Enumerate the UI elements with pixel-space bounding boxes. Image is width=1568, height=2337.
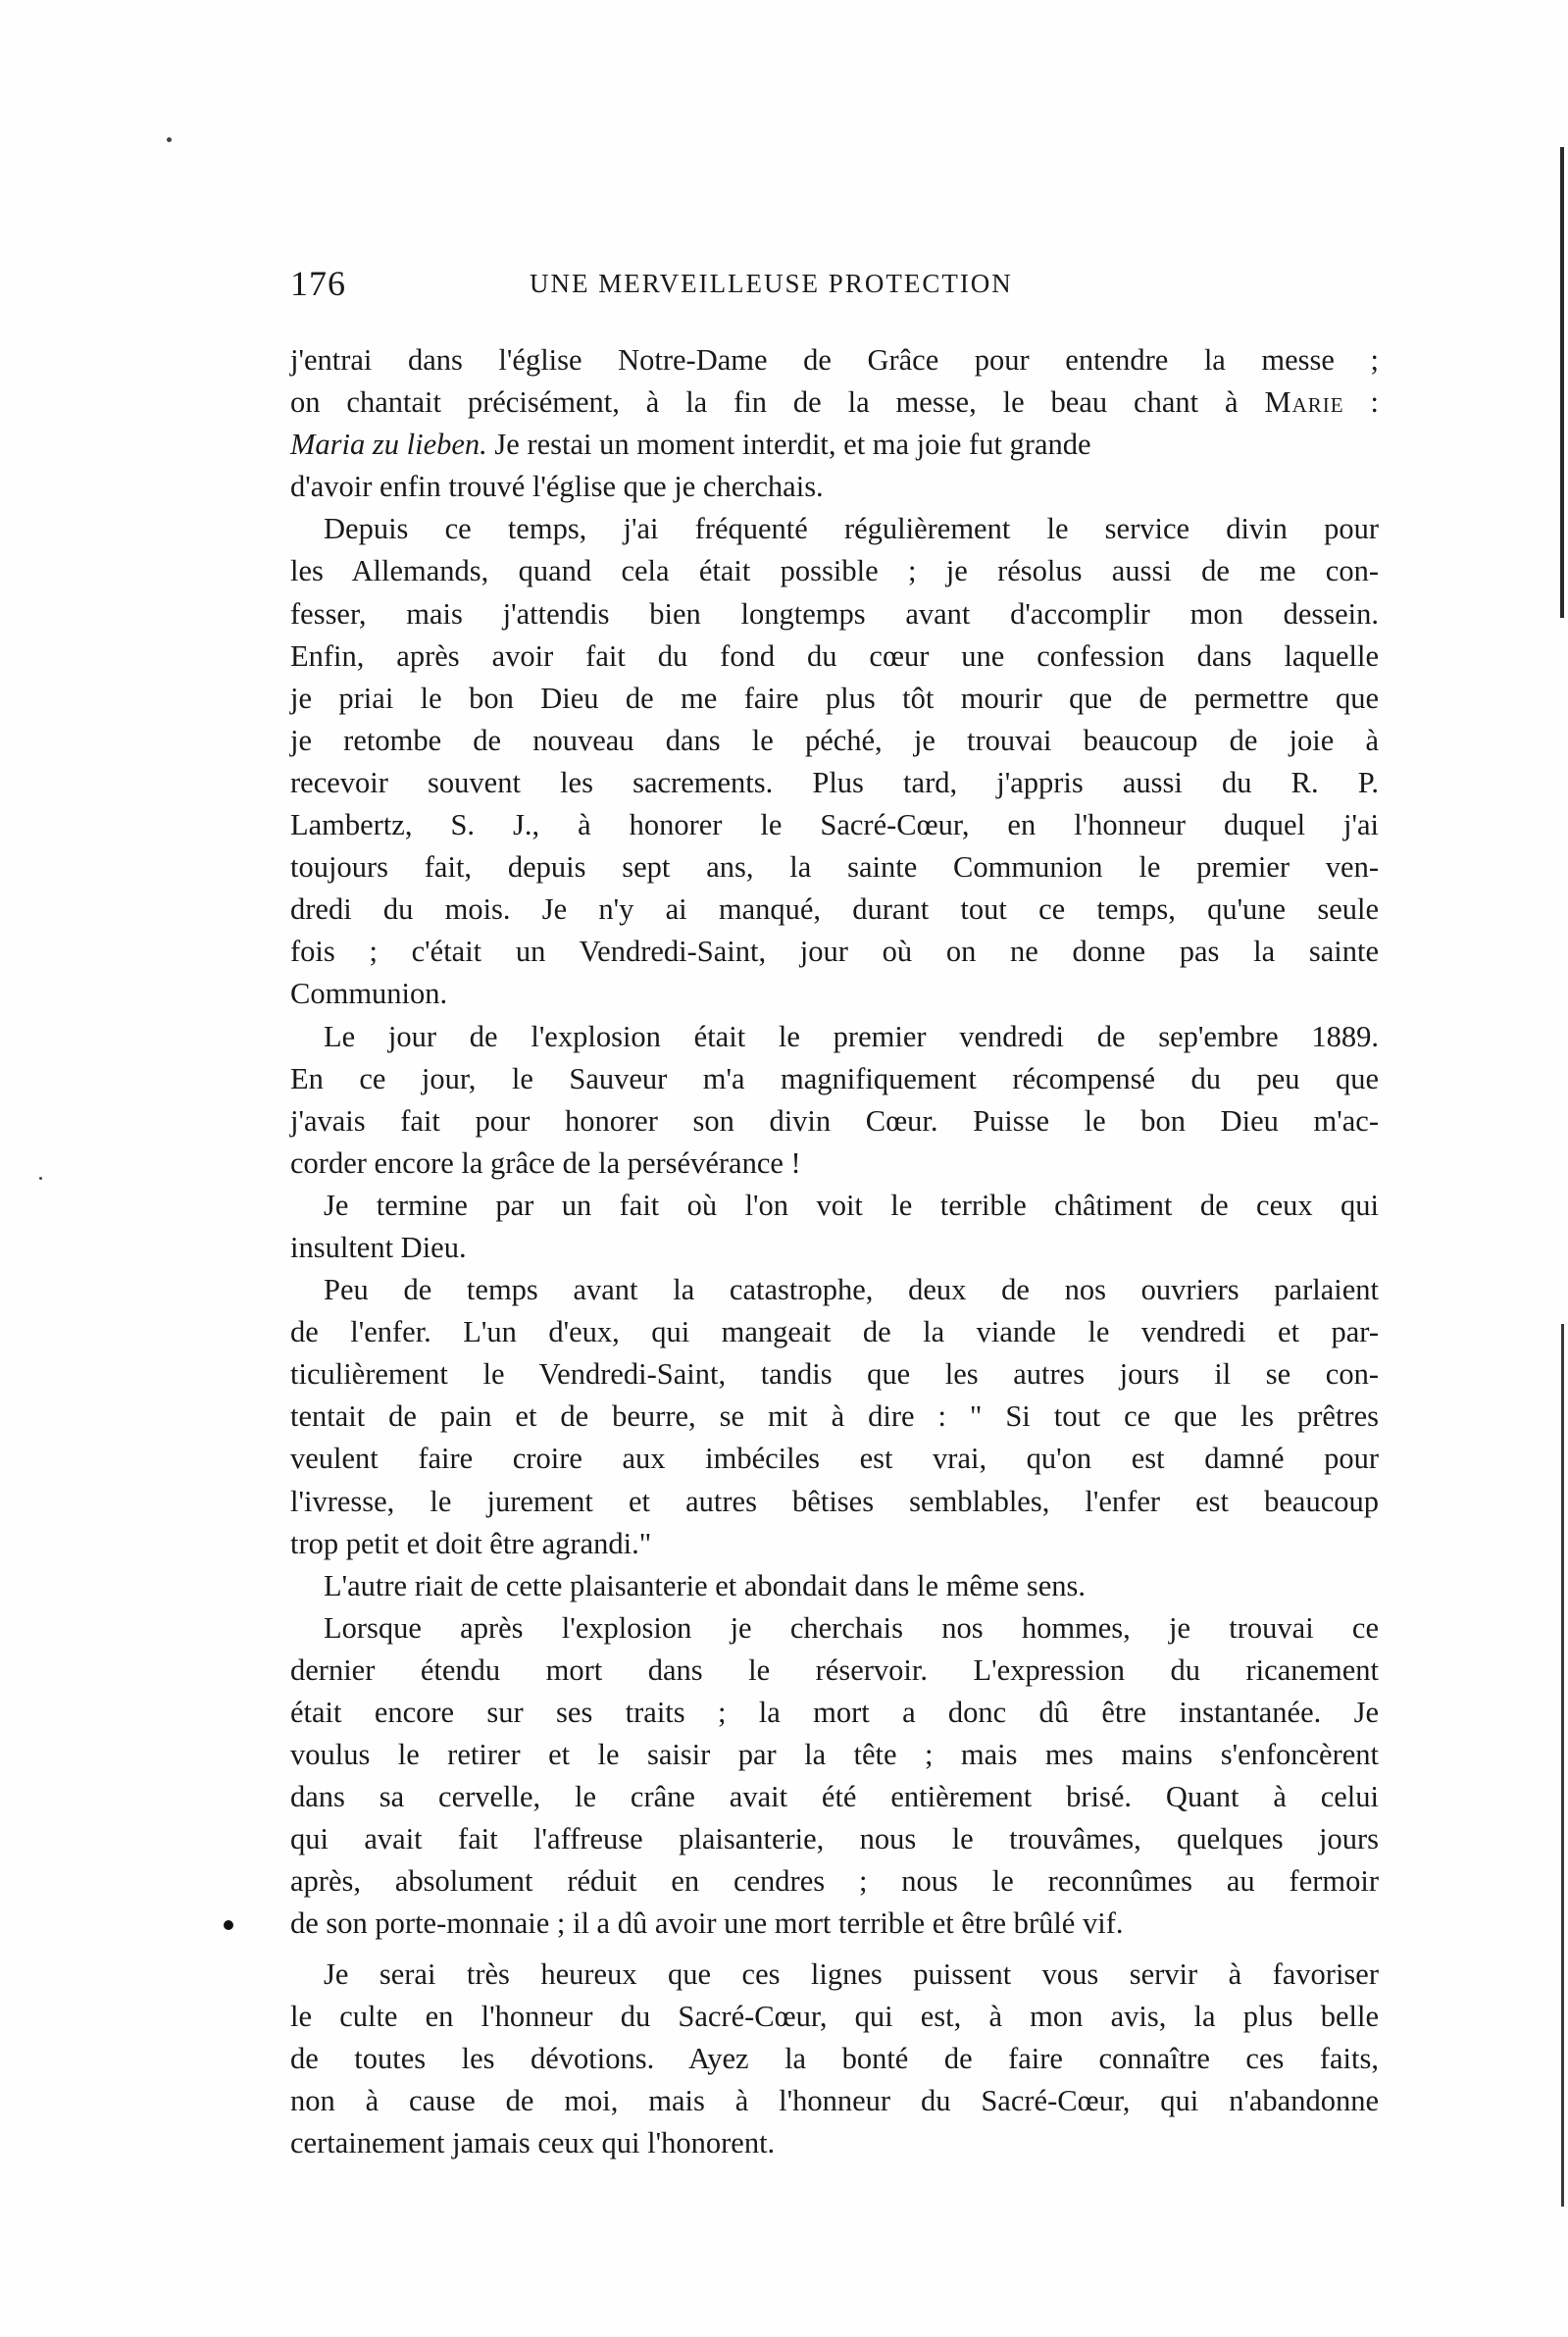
margin-dot: [224, 1920, 233, 1930]
text-line: Je serai très heureux que ces lignes puissent vous servir à favoriser: [324, 1956, 1379, 1991]
text-line: ticulièrement le Vendredi-Saint, tandis que les autres jours il se con-: [290, 1357, 1379, 1392]
text-line: voulus le retirer et le saisir par la tête ; mais mes mains s'enfoncèrent: [290, 1738, 1379, 1772]
text-line: de toutes les dévotions. Ayez la bonté de faire connaître ces faits,: [290, 2041, 1379, 2075]
line-continuation: Je restai un moment interdit, et ma joie fut grande: [486, 428, 1091, 462]
text-line: Je termine par un fait où l'on voit le terrible châtiment de ceux qui: [324, 1188, 1379, 1222]
text-line: [290, 424, 1379, 466]
page-edge-shadow: [1560, 147, 1564, 618]
print-speck: [167, 137, 172, 142]
text-line: d'avoir enfin trouvé l'église que je cherchais.: [290, 470, 824, 504]
print-speck: [39, 1177, 42, 1180]
text-line: insultent Dieu.: [290, 1230, 467, 1264]
text-line: [290, 381, 1379, 424]
page-edge-shadow-lower: [1561, 1324, 1564, 2207]
text-line: je retombe de nouveau dans le péché, je trouvai beaucoup de joie à: [290, 723, 1379, 757]
text-line: de son porte-monnaie ; il a dû avoir une mort terrible et être brûlé vif.: [290, 1906, 1124, 1941]
text-line: Le jour de l'explosion était le premier vendredi de sep'embre 1889.: [324, 1019, 1379, 1053]
text-line: dans sa cervelle, le crâne avait été entièrement brisé. Quant à celui: [290, 1780, 1379, 1814]
text-line: Lambertz, S. J., à honorer le Sacré-Cœur, en l'honneur duquel j'ai: [290, 808, 1379, 842]
text-line: après, absolument réduit en cendres ; nous le reconnûmes au fermoir: [290, 1864, 1379, 1899]
text-line: Lorsque après l'explosion je cherchais nos hommes, je trouvai ce: [324, 1610, 1379, 1645]
text-line: certainement jamais ceux qui l'honorent.: [290, 2125, 776, 2159]
text-line: toujours fait, depuis sept ans, la sainte Communion le premier ven-: [290, 850, 1379, 885]
text-line: Communion.: [290, 977, 448, 1011]
running-title: UNE MERVEILLEUSE PROTECTION: [530, 269, 1013, 298]
text-line: recevoir souvent les sacrements. Plus tard, j'appris aussi du R. P.: [290, 765, 1379, 799]
text-line: non à cause de moi, mais à l'honneur du Sacré-Cœur, qui n'abandonne: [290, 2083, 1379, 2117]
text-line: Enfin, après avoir fait du fond du cœur une confession dans laquelle: [290, 638, 1379, 673]
text-line: j'entrai dans l'église Notre-Dame de Grâce pour entendre la messe ;: [290, 343, 1379, 377]
text-line: Peu de temps avant la catastrophe, deux de nos ouvriers parlaient: [324, 1273, 1379, 1307]
text-line: corder encore la grâce de la persévérance !: [290, 1145, 801, 1180]
text-line: fois ; c'était un Vendredi-Saint, jour où on ne donne pas la sainte: [290, 935, 1379, 969]
paragraph-gap: [290, 1946, 1379, 1954]
text-line: veulent faire croire aux imbéciles est vrai, qu'on est damné pour: [290, 1442, 1379, 1476]
text-line: trop petit et doit être agrandi.": [290, 1526, 652, 1560]
text-line: L'autre riait de cette plaisanterie et abondait dans le même sens.: [324, 1568, 1086, 1602]
text-line: qui avait fait l'affreuse plaisanterie, nous le trouvâmes, quelques jours: [290, 1822, 1379, 1856]
text-line: le culte en l'honneur du Sacré-Cœur, qui est, à mon avis, la plus belle: [290, 1999, 1379, 2033]
text-line: de l'enfer. L'un d'eux, qui mangeait de la viande le vendredi et par-: [290, 1315, 1379, 1349]
text-line: En ce jour, le Sauveur m'a magnifiquement récompensé du peu que: [290, 1061, 1379, 1095]
small-caps-name: Marie: [1264, 385, 1344, 420]
text-line: dernier étendu mort dans le réservoir. L'expression du ricanement: [290, 1652, 1379, 1687]
page-header: [290, 263, 1379, 312]
text-line: tentait de pain et de beurre, se mit à dire : " Si tout ce que les prêtres: [290, 1399, 1379, 1434]
text-line: fesser, mais j'attendis bien longtemps avant d'accomplir mon dessein.: [290, 596, 1379, 631]
text-line: je priai le bon Dieu de me faire plus tôt mourir que de permettre que: [290, 681, 1379, 715]
page-number: 176: [290, 264, 346, 303]
body-text: [290, 339, 1379, 2164]
text-line: était encore sur ses traits ; la mort a donc dû être instantanée. Je: [290, 1696, 1379, 1729]
text-line: Depuis ce temps, j'ai fréquenté régulièrement le service divin pour: [324, 512, 1379, 546]
line-text: on chantait précisément, à la fin de la messe, le beau chant à: [290, 385, 1265, 420]
text-line: j'avais fait pour honorer son divin Cœur. Puisse le bon Dieu m'ac-: [290, 1103, 1379, 1138]
text-line: dredi du mois. Je n'y ai manqué, durant tout ce temps, qu'une seule: [290, 892, 1379, 927]
line-continuation: :: [1343, 385, 1379, 420]
text-line: l'ivresse, le jurement et autres bêtises semblables, l'enfer est beaucoup: [290, 1484, 1379, 1518]
text-line: les Allemands, quand cela était possible ; je résolus aussi de me con-: [290, 554, 1379, 588]
italic-phrase: Maria zu lieben.: [290, 428, 487, 462]
